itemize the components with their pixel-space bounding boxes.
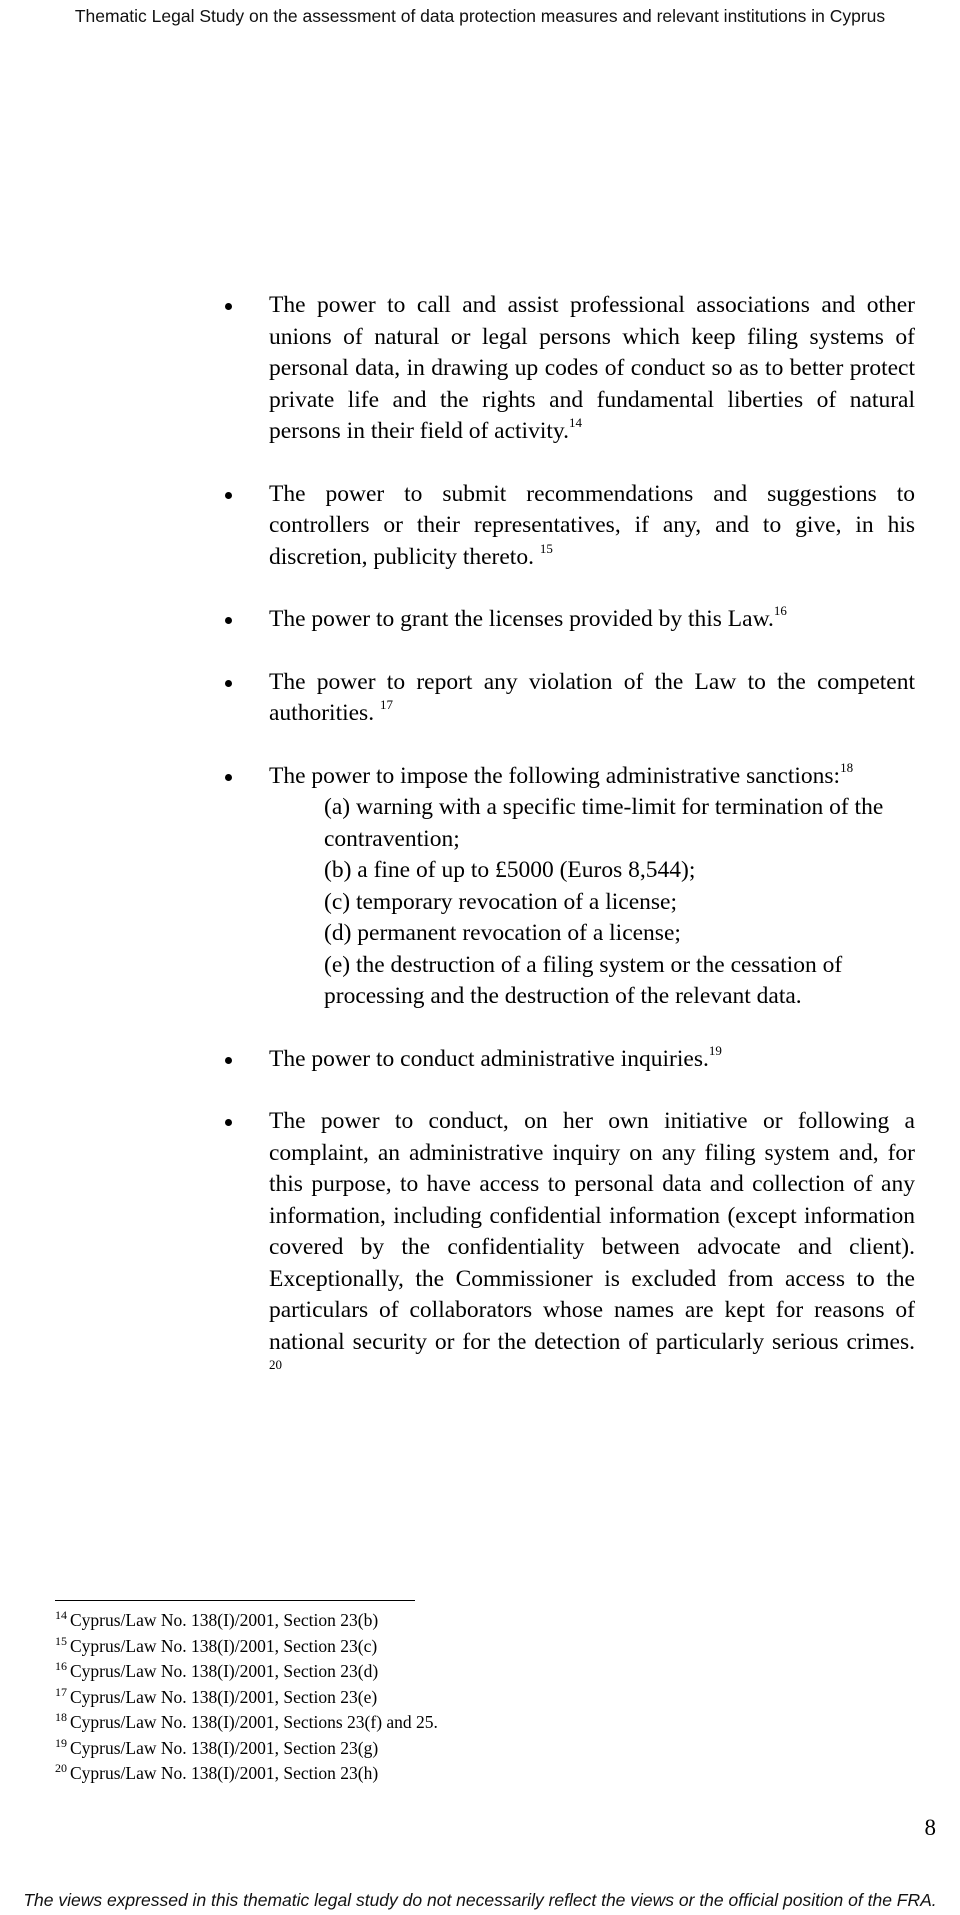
footnote-ref: 17 — [379, 697, 393, 712]
list-item — [225, 1106, 915, 1390]
footnote-text: Cyprus/Law No. 138(I)/2001, Section 23(c) — [70, 1635, 378, 1656]
footnote-number: 16 — [55, 1659, 67, 1673]
list-item — [225, 479, 915, 574]
footnote-number: 17 — [55, 1684, 67, 1699]
footnote-ref: 16 — [773, 603, 787, 618]
footnote-separator — [55, 1600, 415, 1601]
main-content — [225, 290, 915, 1421]
bullet-text: The power to submit recommendations and suggestions to controllers or their representatives, if any, and to give, in his discretion, publicity thereto. — [269, 480, 915, 570]
footnote — [55, 1634, 438, 1660]
footnote-ref: 18 — [840, 759, 854, 775]
list-item — [225, 1044, 915, 1076]
sublist-item: (c) temporary revocation of a license; — [324, 888, 677, 915]
sublist-item: (e) the destruction of a filing system or the cessation of processing and the destruction of the relevant data. — [324, 951, 843, 1009]
footnote-ref: 19 — [708, 1042, 722, 1058]
bullet-text: The power to impose the following administrative sanctions: — [269, 762, 841, 789]
list-item — [225, 604, 915, 636]
bullet-text: The power to report any violation of the Law to the competent authorities. — [269, 668, 915, 726]
footnote-number: 20 — [55, 1761, 67, 1775]
sanctions-sublist — [269, 792, 915, 1013]
footnote — [55, 1761, 438, 1787]
footnote-number: 18 — [55, 1710, 67, 1724]
list-item — [225, 290, 915, 448]
footnote-text: Cyprus/Law No. 138(I)/2001, Section 23(b) — [70, 1610, 379, 1630]
footnote — [55, 1659, 438, 1685]
bullet-text: The power to conduct administrative inquiries. — [269, 1045, 709, 1072]
footnote-number: 14 — [55, 1608, 67, 1622]
footnote-text: Cyprus/Law No. 138(I)/2001, Section 23(e) — [70, 1686, 378, 1707]
footnote-ref: 14 — [568, 415, 582, 430]
list-item — [225, 761, 915, 1013]
footnote — [55, 1608, 438, 1634]
page-number: 8 — [924, 1815, 936, 1840]
bullet-text: The power to call and assist professional associations and other unions of natural or legal persons which keep filing systems of personal data, in drawing up codes of conduct so as to better protect private life and the rights and fundamental liberties of natural persons in their field of activity. — [269, 292, 915, 444]
footnote-text: Cyprus/Law No. 138(I)/2001, Sections 23(f) and 25. — [70, 1712, 438, 1732]
footnote-number: 19 — [55, 1735, 67, 1750]
list-item — [225, 667, 915, 730]
footnotes — [55, 1608, 438, 1787]
footnote — [55, 1685, 438, 1711]
bullet-text: The power to conduct, on her own initiative or following a complaint, an administrative inquiry on any filing system and, for this purpose, to have access to personal data and collection of any information, including confidential information (except information covered by the confidentiality between advocate and client). Exceptionally, the Commissioner is excluded from access to the particulars of collaborators whose names are kept for reasons of national security or for the detection of particularly serious crimes. — [269, 1108, 915, 1355]
footnote-ref: 20 — [269, 1357, 282, 1372]
sublist-item: (b) a fine of up to £5000 (Euros 8,544); — [324, 857, 696, 883]
footnote — [55, 1736, 438, 1762]
page-footer: The views expressed in this thematic legal study do not necessarily reflect the views or the official position of the FRA. — [23, 1890, 937, 1910]
footnote-text: Cyprus/Law No. 138(I)/2001, Section 23(g) — [70, 1737, 379, 1758]
sublist-item: (a) warning with a specific time-limit for termination of the contravention; — [324, 794, 884, 852]
footnote-number: 15 — [55, 1633, 67, 1648]
footnote-ref: 15 — [539, 540, 553, 556]
page-header: Thematic Legal Study on the assessment of data protection measures and relevant institutions in Cyprus — [74, 6, 886, 26]
sublist-item: (d) permanent revocation of a license; — [324, 920, 681, 946]
footnote-text: Cyprus/Law No. 138(I)/2001, Section 23(d) — [70, 1661, 379, 1681]
powers-list — [225, 290, 915, 1390]
bullet-text: The power to grant the licenses provided by this Law. — [269, 606, 774, 632]
footnote — [55, 1710, 438, 1736]
footnote-text: Cyprus/Law No. 138(I)/2001, Section 23(h) — [70, 1763, 379, 1783]
